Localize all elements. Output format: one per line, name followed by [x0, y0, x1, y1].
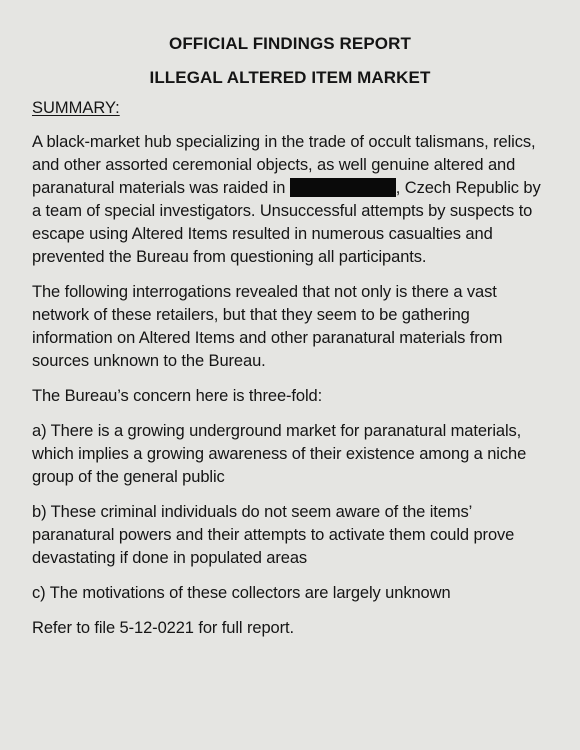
report-title: OFFICIAL FINDINGS REPORT	[169, 34, 411, 53]
summary-heading: SUMMARY:	[32, 99, 120, 117]
concern-intro: The Bureau’s concern here is three-fold:	[32, 387, 323, 405]
paragraph-1-text-before: A black-market hub specializing in the trade of occult talismans, relics, and other assorted ceremonial objects, as well genuine altered and paranatural materials was raided in	[32, 133, 536, 197]
paragraph-1-text-after: , Czech Republic by a team of special investigators. Unsuccessful attempts by suspects to escape using Altered Items resulted in numerous casualties and prevented the Bureau from questioning all participants.	[32, 179, 541, 266]
file-reference: Refer to file 5-12-0221 for full report.	[32, 619, 294, 637]
concern-point-c: c) The motivations of these collectors are largely unknown	[32, 584, 451, 602]
summary-paragraph-1	[32, 131, 548, 269]
concern-point-b: b) These criminal individuals do not seem aware of the items’ paranatural powers and their attempts to activate them could prove devastating if done in populated areas	[32, 503, 515, 567]
report-subtitle: ILLEGAL ALTERED ITEM MARKET	[149, 68, 431, 87]
summary-paragraph-2: The following interrogations revealed that not only is there a vast network of these retailers, but that they seem to be gathering information on Altered Items and other paranatural materials from sources unknown to the Bureau.	[32, 283, 503, 370]
redacted-location-block	[290, 178, 396, 197]
concern-point-a: a) There is a growing underground market for paranatural materials, which implies a growing awareness of their existence among a niche group of the general public	[32, 422, 527, 486]
